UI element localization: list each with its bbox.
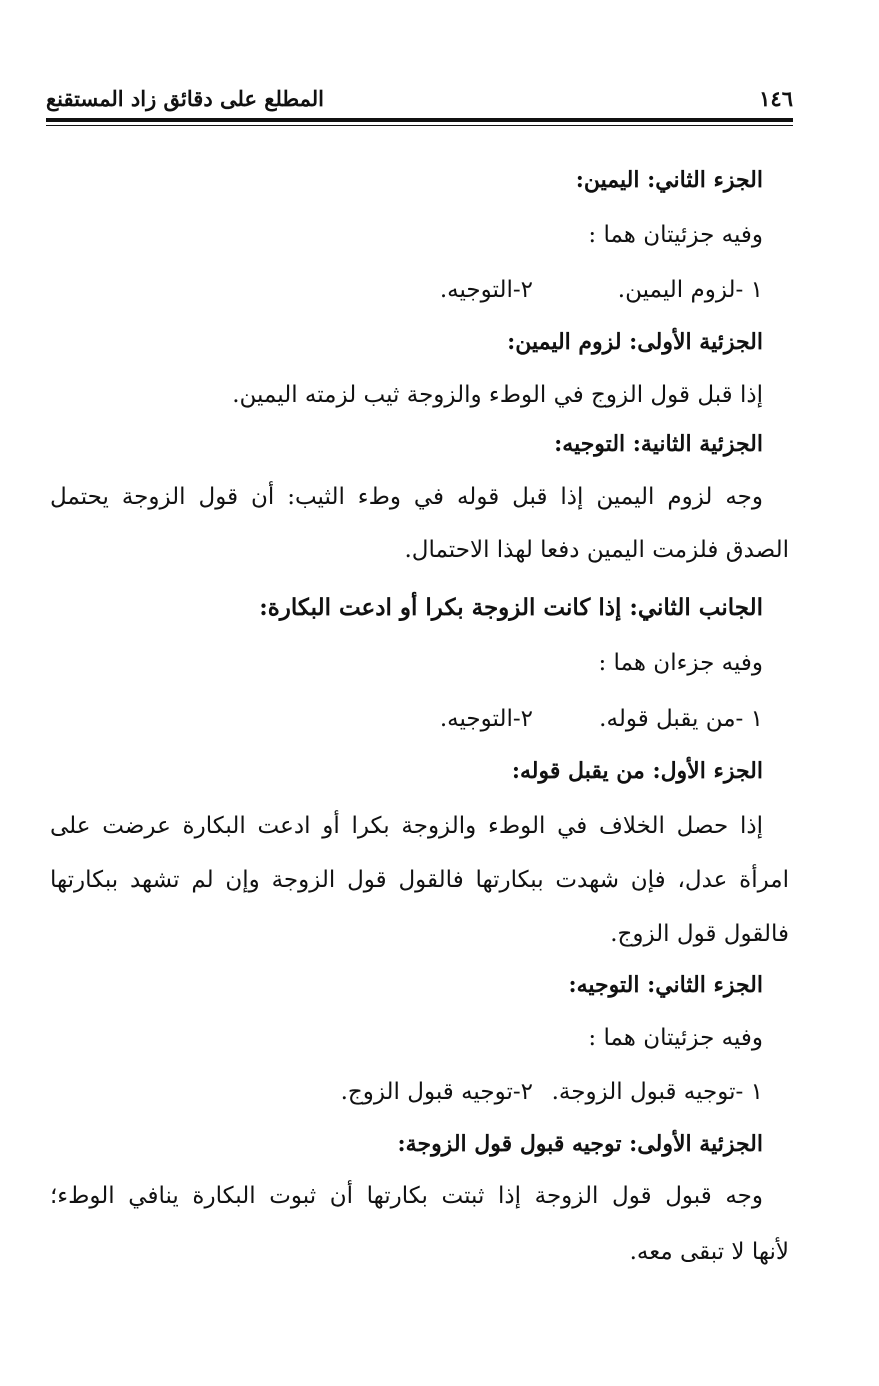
list-item: ٢-التوجيه. [439, 277, 533, 303]
list-item: ٢-توجيه قبول الزوج. [340, 1079, 533, 1105]
paragraph-line: إذا قبل قول الزوج في الوطء والزوجة ثيب لزمته اليمين. [232, 382, 763, 408]
list-item: ١ -توجيه قبول الزوجة. [551, 1079, 763, 1105]
subheading: الجزئية الأولى: توجيه قبول قول الزوجة: [397, 1131, 763, 1157]
page-number: ١٤٦ [759, 86, 793, 111]
header-rule-thin [46, 125, 793, 126]
section-heading-oath: الجزء الثاني: اليمين: [575, 167, 763, 193]
intro-line: وفيه جزئيتان هما : [588, 222, 763, 248]
paragraph-line: الصدق فلزمت اليمين دفعا لهذا الاحتمال. [404, 537, 789, 563]
list-item: ١ -لزوم اليمين. [617, 277, 763, 303]
list-item: ٢-التوجيه. [439, 706, 533, 732]
subheading: الجزئية الثانية: التوجيه: [554, 431, 763, 457]
paragraph-line: امرأة عدل، فإن شهدت ببكارتها فالقول قول الزوجة وإن لم تشهد ببكارتها [50, 867, 789, 893]
paragraph-line: فالقول قول الزوج. [610, 921, 789, 947]
intro-line: وفيه جزئيتان هما : [588, 1025, 763, 1051]
paragraph-line: إذا حصل الخلاف في الوطء والزوجة بكرا أو ادعت البكارة عرضت على [50, 813, 763, 839]
subheading: الجزء الأول: من يقبل قوله: [511, 758, 763, 784]
paragraph-line: وجه قبول قول الزوجة إذا ثبتت بكارتها أن ثبوت البكارة ينافي الوطء؛ [50, 1183, 763, 1209]
intro-line: وفيه جزءان هما : [598, 650, 763, 676]
paragraph-line: وجه لزوم اليمين إذا قبل قوله في وطء الثيب: أن قول الزوجة يحتمل [50, 484, 763, 510]
header-rule-thick [46, 118, 793, 122]
list-item: ١ -من يقبل قوله. [599, 706, 763, 732]
subheading: الجزء الثاني: التوجيه: [568, 972, 763, 998]
paragraph-line: لأنها لا تبقى معه. [629, 1239, 789, 1265]
running-header [46, 78, 793, 112]
subheading: الجزئية الأولى: لزوم اليمين: [507, 329, 763, 355]
section-heading-virgin: الجانب الثاني: إذا كانت الزوجة بكرا أو ادعت البكارة: [259, 594, 763, 621]
book-title: المطلع على دقائق زاد المستقنع [46, 86, 325, 111]
